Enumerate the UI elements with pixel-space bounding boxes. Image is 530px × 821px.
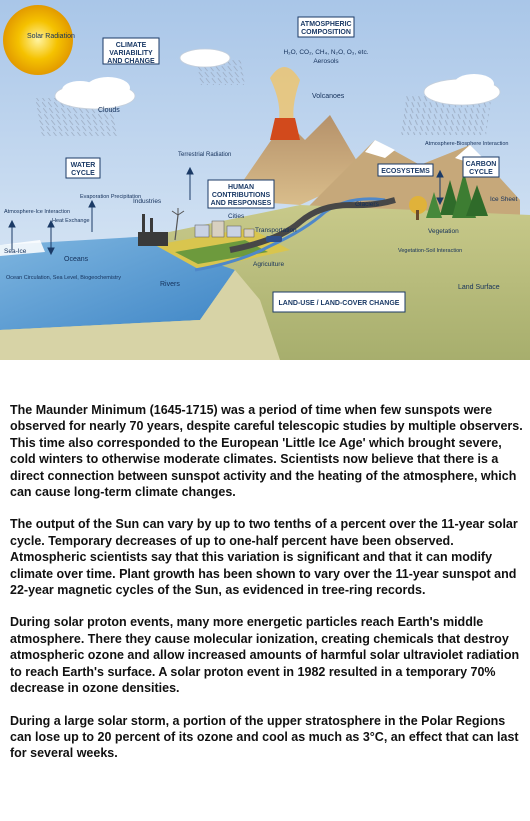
paragraph-proton-events: During solar proton events, many more energetic particles reach Earth's middle atmosphere. There they cause molecular ionization, creating chemicals that destroy atmospheric ozone and allow increased amounts of harmful solar ultraviolet radiation to reach Earth's surface. A solar proton event in 1982 resulted in a temporary 70% decrease in ozone densities. bbox=[10, 615, 520, 696]
volcano-lava bbox=[270, 118, 300, 140]
atmosphere-ice-label: Atmosphere-Ice Interaction bbox=[4, 209, 71, 215]
article-text bbox=[10, 402, 525, 778]
human-contributions-box bbox=[208, 180, 274, 208]
ice-sheet-label: Ice Sheet bbox=[490, 196, 518, 203]
climate-variability-box bbox=[103, 38, 159, 65]
svg-text:ECOSYSTEMS: ECOSYSTEMS bbox=[381, 168, 430, 175]
climate-system-diagram bbox=[0, 0, 530, 360]
svg-text:CONTRIBUTIONS: CONTRIBUTIONS bbox=[211, 192, 271, 199]
svg-text:CLIMATE: CLIMATE bbox=[115, 42, 147, 49]
vegetation-label: Vegetation bbox=[428, 228, 459, 235]
cities-label: Cities bbox=[228, 213, 245, 220]
land-use-label: LAND-USE / LAND-COVER CHANGE bbox=[278, 300, 400, 307]
agriculture-label: Agriculture bbox=[253, 261, 285, 268]
aerosols-label: Aerosols bbox=[313, 58, 339, 65]
evaporation-label: Evaporation Precipitation bbox=[80, 194, 142, 200]
atmospheric-composition-box bbox=[298, 17, 354, 37]
ecosystems-box bbox=[378, 164, 433, 176]
solar-radiation-label: Solar Radiation bbox=[27, 33, 75, 40]
glaciers-label: Glaciers bbox=[355, 201, 379, 208]
svg-text:WATER: WATER bbox=[70, 162, 96, 169]
rivers-label: Rivers bbox=[160, 281, 180, 288]
gases-label: H₂O, CO₂, CH₄, N₂O, O₃, etc. bbox=[283, 49, 369, 56]
svg-text:CYCLE: CYCLE bbox=[71, 170, 95, 177]
svg-text:CARBON: CARBON bbox=[465, 161, 497, 168]
svg-text:CYCLE: CYCLE bbox=[469, 169, 493, 176]
heat-exchange-label: Heat Exchange bbox=[52, 218, 90, 224]
transportation-label: Transportation bbox=[255, 227, 297, 234]
paragraph-maunder-minimum: The Maunder Minimum (1645-1715) was a period of time when few sunspots were observed for nearly 70 years, despite careful telescopic studies by multiple observers. This time also corresponded to the European 'Little Ice Age' which brought severe, cold winters to otherwise moderate climates. Scientists now believe that there is a direct connection between sunspot activity and the heating of the atmosphere, which can cause long-term climate changes. bbox=[10, 403, 523, 500]
oceans-label: Oceans bbox=[64, 256, 89, 263]
ocean-circulation-label: Ocean Circulation, Sea Level, Biogeochemistry bbox=[6, 275, 121, 281]
svg-text:ATMOSPHERIC: ATMOSPHERIC bbox=[300, 21, 352, 28]
svg-text:AND RESPONSES: AND RESPONSES bbox=[210, 200, 272, 207]
terrestrial-radiation-label: Terrestrial Radiation bbox=[178, 152, 232, 158]
paragraph-solar-storm: During a large solar storm, a portion of the upper stratosphere in the Polar Regions can lose up to 20 percent of its ozone and cool as much as 3°C, an effect that can last for several weeks. bbox=[10, 713, 519, 761]
svg-text:COMPOSITION: COMPOSITION bbox=[301, 29, 351, 36]
water-cycle-box bbox=[66, 158, 100, 178]
carbon-cycle-box bbox=[463, 157, 499, 177]
industries-label: Industries bbox=[133, 198, 162, 205]
atmosphere-biosphere-label: Atmosphere-Biosphere Interaction bbox=[425, 141, 509, 147]
sea-ice-label: Sea-Ice bbox=[4, 248, 27, 255]
volcanoes-label: Volcanoes bbox=[312, 93, 345, 100]
vegetation-soil-label: Vegetation-Soil Interaction bbox=[398, 248, 463, 254]
svg-text:VARIABILITY: VARIABILITY bbox=[109, 50, 153, 57]
clouds-label: Clouds bbox=[98, 107, 120, 114]
sun bbox=[3, 5, 73, 75]
svg-text:HUMAN: HUMAN bbox=[227, 184, 255, 191]
land-surface-label: Land Surface bbox=[458, 284, 500, 291]
svg-text:AND CHANGE: AND CHANGE bbox=[107, 58, 155, 65]
paragraph-solar-output: The output of the Sun can vary by up to two tenths of a percent over the 11-year solar cycle. Temporary decreases of up to one-half percent have been observed. Atmospheric scientists say that this variation is significant and that it can modify climate over time. Plant growth has been shown to vary over the 11-year sunspot and 22-year magnetic cycles of the Sun, as evidenced in tree-ring records. bbox=[10, 517, 518, 598]
car bbox=[266, 236, 282, 242]
